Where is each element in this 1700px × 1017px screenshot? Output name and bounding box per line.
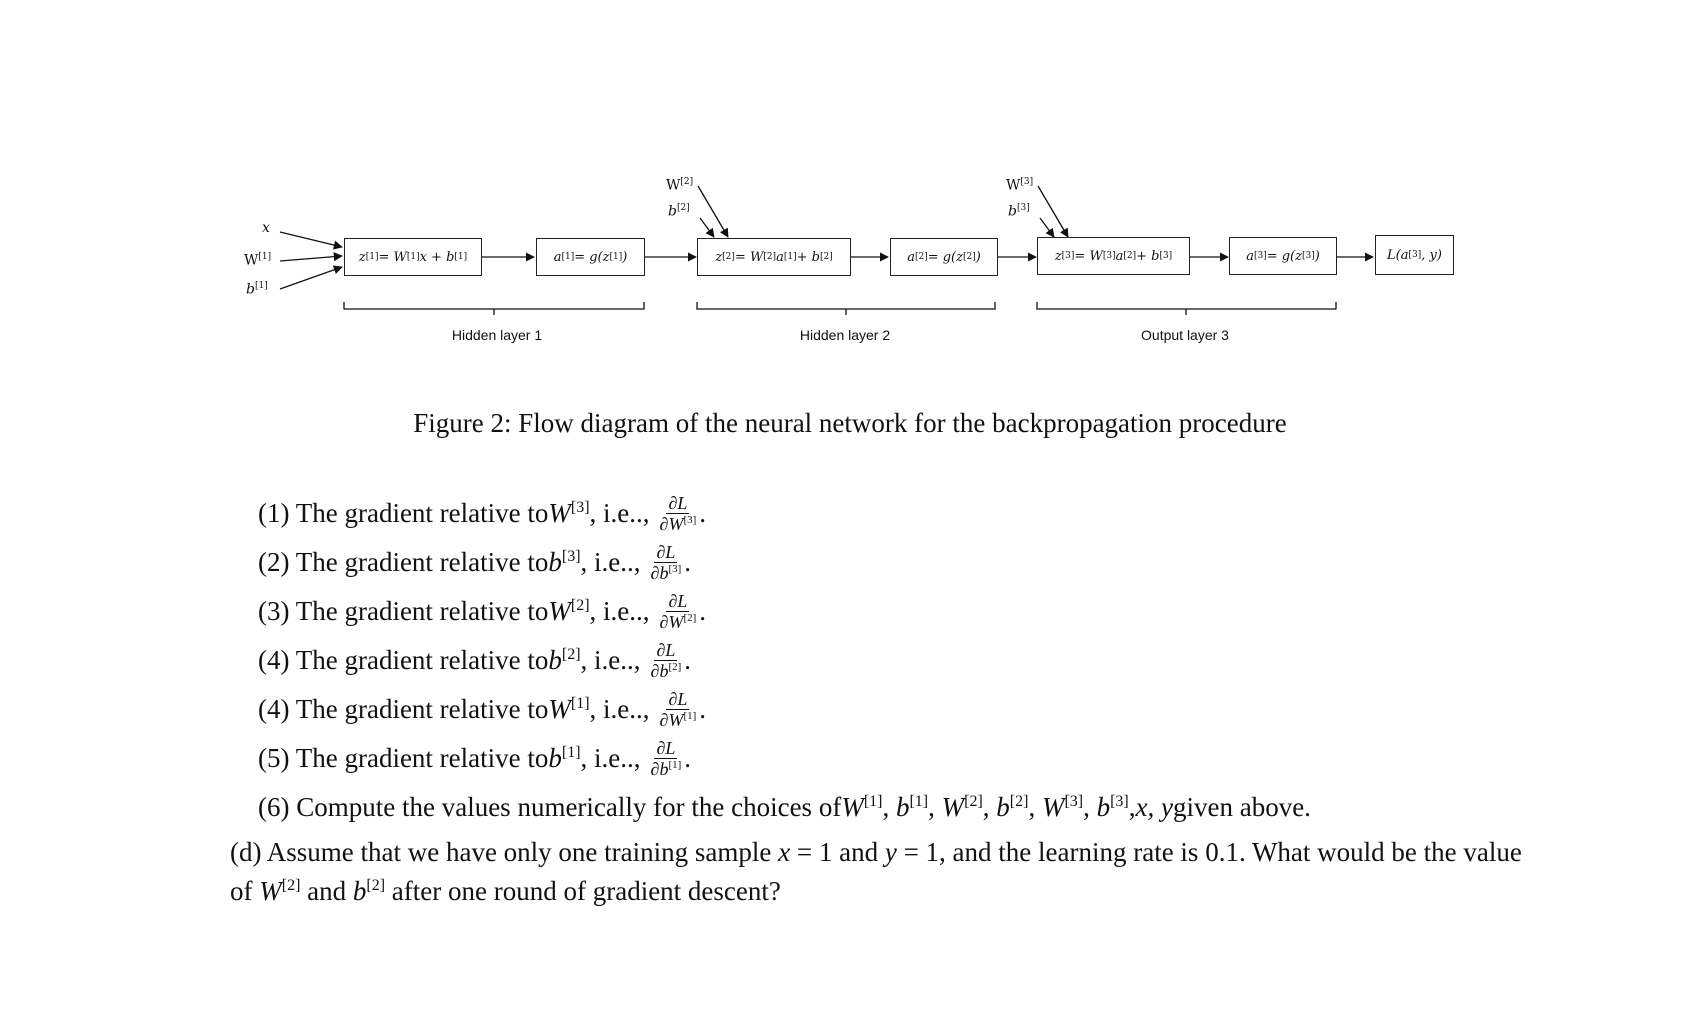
item-ie: , i.e.., xyxy=(589,498,650,528)
part-d-paragraph: (d) Assume that we have only one training sample x = 1 and y = 1, and the learning rate is 0.1. What would be the value of W[2] and b[2] after one round of gradient descent? xyxy=(230,837,1522,906)
item6-prefix: (6) Compute the values numerically for the choices of xyxy=(258,792,842,822)
brace-layer1 xyxy=(344,302,644,315)
box-a2: a [2] = g(z [2] ) xyxy=(890,238,998,276)
item6-vars: W[1], b[1], W[2], b[2], W[3], b[3], xyxy=(841,792,1136,822)
diagram-arrows xyxy=(0,0,1700,360)
item6-var: W[1] xyxy=(841,792,883,822)
item-prefix: (2) The gradient relative to xyxy=(258,547,549,577)
layer-label-3: Output layer 3 xyxy=(1141,327,1229,343)
input-x: x xyxy=(262,220,270,236)
list-item xyxy=(258,494,706,533)
partial-derivative: $\frac{\partial L}{\partial b^{[3]}}$ xyxy=(650,542,682,583)
list-item xyxy=(258,543,691,582)
arrow-b3 xyxy=(1040,218,1054,237)
item-period: . xyxy=(684,645,692,675)
list-item-6 xyxy=(258,792,1311,823)
item-period: . xyxy=(699,596,707,626)
item6-var: b[3] xyxy=(1096,792,1129,822)
box-z3: z [3] = W [3] a [2] + b [3] xyxy=(1037,237,1190,275)
arrow-b1 xyxy=(280,267,342,289)
item-ie: , i.e.., xyxy=(589,596,650,626)
box-z1: z [1] = W [1] x + b [1] xyxy=(344,238,482,276)
box-a1: a [1] = g(z [1] ) xyxy=(536,238,645,276)
partial-derivative: $\frac{\partial L}{\partial W^{[3]}}$ xyxy=(659,493,697,534)
list-item xyxy=(258,739,691,778)
arrow-x xyxy=(280,232,342,247)
item-prefix: (3) The gradient relative to xyxy=(258,596,549,626)
input-w2: W[2] xyxy=(666,177,694,194)
figure-caption: Figure 2: Flow diagram of the neural network for the backpropagation procedure xyxy=(413,408,1287,438)
item-variable: W[2] xyxy=(548,596,590,626)
item-ie: , i.e.., xyxy=(580,645,641,675)
box-a3: a [3] = g(z [3] ) xyxy=(1229,237,1337,275)
item6-suffix: given above. xyxy=(1172,792,1311,822)
item6-var: W[2] xyxy=(941,792,983,822)
box-loss: L(a [3] , y) xyxy=(1375,235,1454,275)
layer-label-1: Hidden layer 1 xyxy=(451,327,543,343)
item-variable: b[2] xyxy=(548,645,581,675)
item-variable: b[1] xyxy=(548,743,581,773)
arrow-b2 xyxy=(700,218,714,237)
item6-xy: x, y xyxy=(1135,792,1173,822)
item-variable: W[1] xyxy=(548,694,590,724)
arrow-w1 xyxy=(280,256,342,261)
list-item xyxy=(258,592,706,631)
item-prefix: (4) The gradient relative to xyxy=(258,694,549,724)
input-w3: W[3] xyxy=(1006,177,1034,194)
brace-layer2 xyxy=(697,302,995,315)
flow-diagram xyxy=(0,0,1700,360)
item-prefix: (1) The gradient relative to xyxy=(258,498,549,528)
item-period: . xyxy=(684,743,692,773)
layer-label-2: Hidden layer 2 xyxy=(799,327,891,343)
partial-derivative: $\frac{\partial L}{\partial b^{[1]}}$ xyxy=(650,738,682,779)
list-item xyxy=(258,641,691,680)
item-ie: , i.e.., xyxy=(589,694,650,724)
partial-derivative: $\frac{\partial L}{\partial b^{[2]}}$ xyxy=(650,640,682,681)
arrow-w2 xyxy=(698,186,728,237)
item-period: . xyxy=(699,694,707,724)
item6-var: b[1] xyxy=(895,792,929,822)
input-b3: b[3] xyxy=(1008,203,1030,220)
item6-var: b[2] xyxy=(996,792,1029,822)
item-variable: W[3] xyxy=(548,498,590,528)
item-ie: , i.e.., xyxy=(580,743,641,773)
item6-var: W[3] xyxy=(1041,792,1084,822)
partial-derivative: $\frac{\partial L}{\partial W^{[1]}}$ xyxy=(659,689,697,730)
item-ie: , i.e.., xyxy=(580,547,641,577)
item-variable: b[3] xyxy=(548,547,581,577)
arrow-w3 xyxy=(1038,186,1068,237)
item-prefix: (5) The gradient relative to xyxy=(258,743,549,773)
item-prefix: (4) The gradient relative to xyxy=(258,645,549,675)
box-z2: z [2] = W [2] a [1] + b [2] xyxy=(697,238,851,276)
input-w1: W[1] xyxy=(244,252,272,269)
item-period: . xyxy=(684,547,692,577)
brace-layer3 xyxy=(1037,302,1336,315)
partial-derivative: $\frac{\partial L}{\partial W^{[2]}}$ xyxy=(659,591,697,632)
list-item xyxy=(258,690,706,729)
input-b1: b[1] xyxy=(246,281,268,298)
item-period: . xyxy=(699,498,707,528)
input-b2: b[2] xyxy=(668,203,690,220)
